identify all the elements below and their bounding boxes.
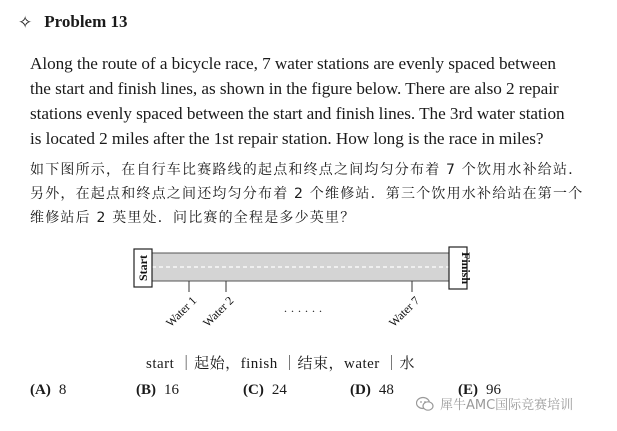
problem-text-english: Along the route of a bicycle race, 7 water stations are evenly spaced between the start and finish lines, as shown in the figure below. There are also 2 repair stations evenly spaced between the start and finish lines. The 3rd water station is located 2 miles after the 1st repair station. How long is the race in miles? (30, 54, 565, 148)
choice-value: 16 (164, 382, 179, 398)
water-2-label: Water 2 (200, 293, 237, 330)
watermark (416, 394, 573, 413)
four-pointed-star-icon: ✧ (18, 12, 33, 32)
race-route-figure (125, 243, 485, 343)
choice-label: (E) (458, 382, 478, 398)
stations-ellipsis: · · · · · · (283, 304, 323, 318)
choice-label: (B) (136, 382, 156, 398)
choice-value: 24 (271, 382, 287, 398)
choice-label: (D) (350, 382, 371, 398)
problem-text-chinese: 如下图所示，在自行车比赛路线的起点和终点之间均匀分布着 7 个饮用水补给站．另外，在起点和终点之间还均匀分布着 2 个维修站．第三个饮用水补给站在第一个维修站后 2 英里处．问比赛的全程是多少英里？ (30, 162, 584, 226)
start-label: Start (136, 255, 150, 281)
water-7-label: Water 7 (386, 293, 423, 330)
choice-value: 8 (58, 382, 67, 398)
water-1-label: Water 1 (163, 293, 200, 330)
choice-label: (C) (243, 382, 264, 398)
problem-header (18, 12, 128, 32)
watermark-text: 犀牛AMC国际竞赛培训 (440, 398, 574, 413)
choice-b[interactable] (136, 382, 179, 399)
choice-value: 48 (378, 382, 394, 398)
choice-label: (A) (30, 382, 51, 398)
finish-label: Finish (459, 251, 473, 285)
choice-c[interactable] (243, 382, 287, 399)
choice-d[interactable] (350, 382, 394, 399)
choice-a[interactable] (30, 382, 66, 399)
problem-title: Problem 13 (44, 12, 128, 31)
wechat-icon (416, 396, 434, 412)
choice-value: 96 (486, 382, 501, 398)
vocabulary-legend: start ｜起始，finish ｜结束，water ｜水 (146, 356, 416, 372)
